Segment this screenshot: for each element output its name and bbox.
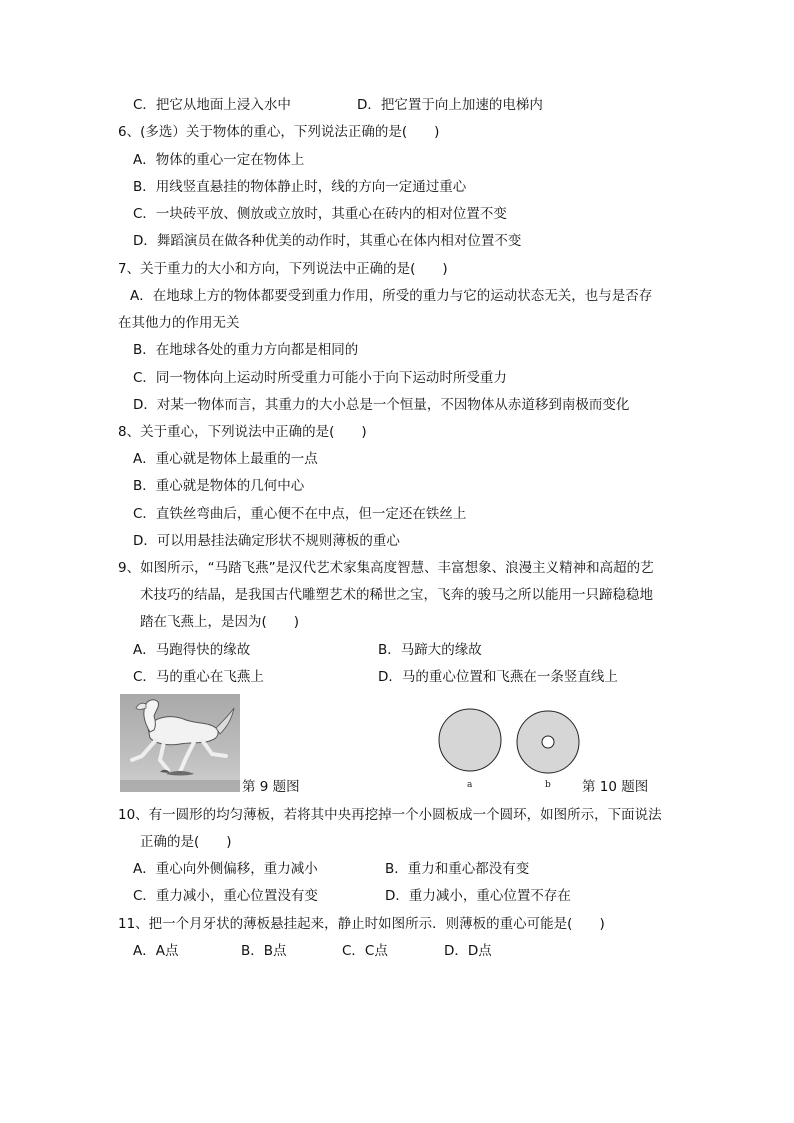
q10-stem-line2: 正确的是( ) — [140, 834, 232, 850]
q9-stem-line2: 术技巧的结晶，是我国古代雕塑艺术的稀世之宝，飞奔的骏马之所以能用一只蹄稳稳地 — [140, 587, 653, 603]
q8-option-d: D．可以用悬挂法确定形状不规则薄板的重心 — [133, 533, 400, 549]
q10-option-d: D．重力减小，重心位置不存在 — [385, 888, 571, 904]
q10-stem-line1: 10、有一圆形的均匀薄板，若将其中央再挖掉一个小圆板成一个圆环，如图所示，下面说法 — [118, 807, 662, 823]
q6-option-a: A．物体的重心一定在物体上 — [133, 152, 305, 168]
q11-option-a: A．A点 — [133, 943, 179, 959]
q9-stem-line1: 9、如图所示，“马踏飞燕”是汉代艺术家集高度智慧、丰富想象、浪漫主义精神和高超的艺 — [118, 560, 654, 576]
q9-option-b: B．马蹄大的缘故 — [378, 642, 482, 658]
q9-option-a: A．马跑得快的缘故 — [133, 642, 251, 658]
horse-silhouette-icon — [120, 694, 240, 792]
figure-9-caption: 第 9 题图 — [242, 779, 300, 795]
q10-option-a: A．重心向外侧偏移，重力减小 — [133, 861, 318, 877]
q9-option-c: C．马的重心在飞燕上 — [133, 669, 264, 685]
solid-disk-shape — [439, 709, 501, 771]
q11-option-d: D．D点 — [444, 943, 492, 959]
q11-stem: 11、把一个月牙状的薄板悬挂起来，静止时如图所示．则薄板的重心可能是( ) — [118, 916, 605, 932]
figure-10-caption: 第 10 题图 — [582, 779, 649, 795]
q5-option-d: D．把它置于向上加速的电梯内 — [357, 97, 543, 113]
figure-10-label-a: a — [467, 780, 473, 790]
disk-and-ring-figure — [432, 702, 592, 792]
q7-option-b: B．在地球各处的重力方向都是相同的 — [133, 342, 359, 358]
q11-option-b: B．B点 — [241, 943, 287, 959]
q6-stem: 6、(多选）关于物体的重心，下列说法正确的是( ) — [118, 124, 440, 140]
q8-option-a: A．重心就是物体上最重的一点 — [133, 451, 318, 467]
q10-option-c: C．重力减小，重心位置没有变 — [133, 888, 318, 904]
ring-hole-shape — [542, 736, 554, 748]
q6-option-b: B．用线竖直悬挂的物体静止时，线的方向一定通过重心 — [133, 179, 467, 195]
q7-option-c: C．同一物体向上运动时所受重力可能小于向下运动时所受重力 — [133, 370, 507, 386]
q7-option-d: D．对某一物体而言，其重力的大小总是一个恒量，不因物体从赤道移到南极而变化 — [133, 397, 630, 413]
q5-option-c: C．把它从地面上浸入水中 — [133, 97, 291, 113]
q11-option-c: C．C点 — [342, 943, 388, 959]
figure-10-label-b: b — [545, 780, 551, 790]
q8-stem: 8、关于重心，下列说法中正确的是( ) — [118, 424, 367, 440]
flying-horse-image — [120, 694, 240, 792]
q8-option-c: C．直铁丝弯曲后，重心便不在中点，但一定还在铁丝上 — [133, 506, 467, 522]
q7-option-a-line2: 在其他力的作用无关 — [118, 315, 240, 331]
q8-option-b: B．重心就是物体的几何中心 — [133, 478, 305, 494]
q10-option-b: B．重力和重心都没有变 — [385, 861, 530, 877]
q9-option-d: D．马的重心位置和飞燕在一条竖直线上 — [378, 669, 618, 685]
q9-stem-line3: 踏在飞燕上，是因为( ) — [140, 614, 300, 630]
q6-option-d: D．舞蹈演员在做各种优美的动作时，其重心在体内相对位置不变 — [133, 233, 522, 249]
q7-option-a-line1: A．在地球上方的物体都要受到重力作用，所受的重力与它的运动状态无关，也与是否存 — [130, 288, 653, 304]
q7-stem: 7、关于重力的大小和方向，下列说法中正确的是( ) — [118, 261, 448, 277]
q6-option-c: C．一块砖平放、侧放或立放时，其重心在砖内的相对位置不变 — [133, 206, 507, 222]
